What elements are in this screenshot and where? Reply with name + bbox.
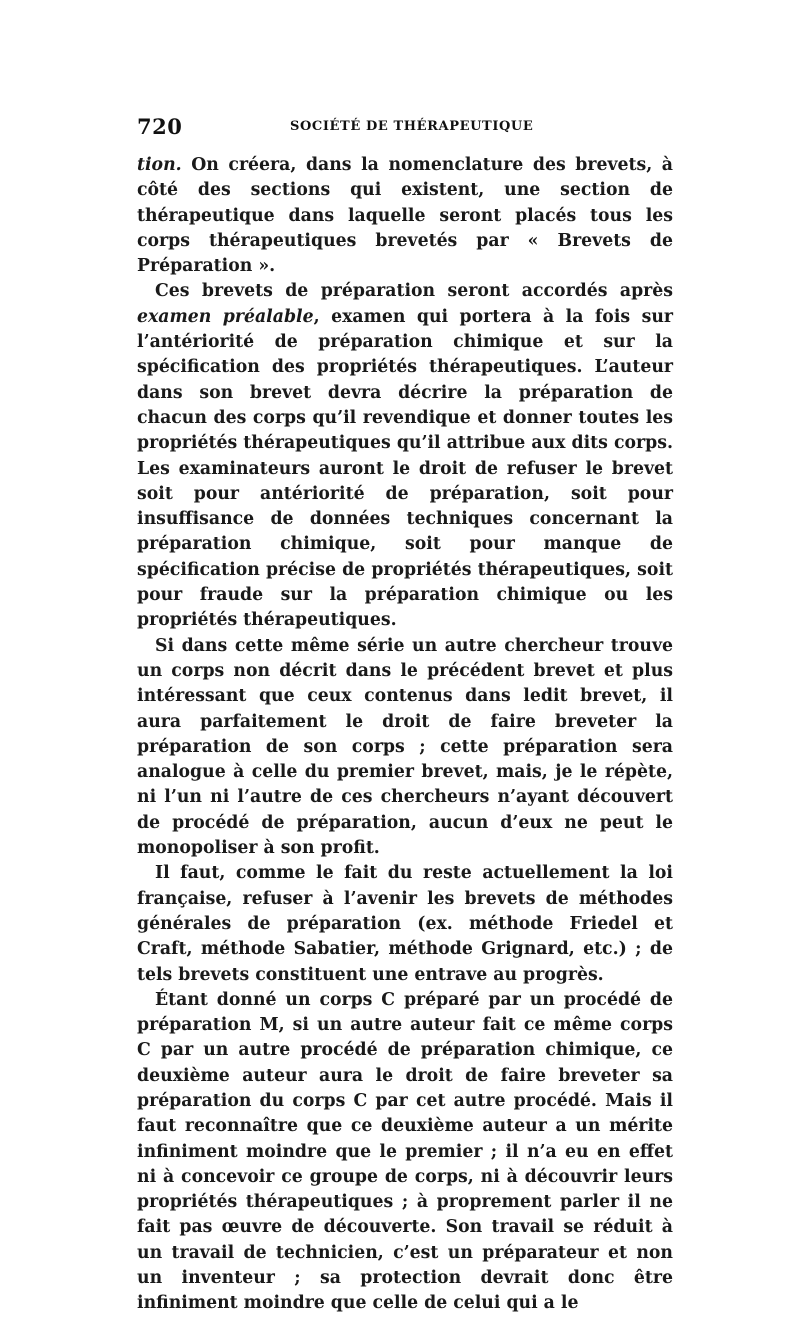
text-run: Si dans cette même série un autre chercheur trouve un corps non décrit dans le précédent brevet et plus intéressant que ceux contenus dans ledit brevet, il aura parfaitement le droit de faire breveter la préparation de son corps ; cette préparation sera analogue à celle du premier brevet, mais, je le répète, ni l’un ni l’autre de ces chercheurs n’ayant découvert de procédé de préparation, aucun d’eux ne peut le monopoliser à son profit. [137,635,673,859]
page-number: 720 [137,114,183,139]
paragraph [137,153,673,279]
page-header [137,114,673,142]
text-run: tion. [137,155,182,175]
text-run: Étant donné un corps C préparé par un procédé de préparation M, si un autre auteur fait ce même corps C par un autre procédé de préparation chimique, ce deuxième auteur aura le droit de faire breveter sa préparation du corps C par cet autre procédé. Mais il faut reconnaître que ce deuxième auteur a un mérite infiniment moindre que le premier ; il n’a eu en effet ni à concevoir ce groupe de corps, ni à découvrir leurs propriétés thérapeutiques ; à proprement parler il ne fait pas œuvre de découverte. Son travail se réduit à un travail de technicien, c’est un préparateur et non un inventeur ; sa protection devrait donc être infiniment moindre que celle de celui qui a le [137,989,673,1314]
body-text [137,153,673,1317]
text-run: On créera, dans la nomenclature des brevets, à côté des sections qui existent, une section de thérapeutique dans laquelle seront placés tous les corps thérapeutiques brevetés par « Brevets de Préparation ». [137,155,673,277]
running-head: SOCIÉTÉ DE THÉRAPEUTIQUE [290,119,534,134]
paragraph [137,861,673,987]
paragraph [137,279,673,633]
paragraph [137,634,673,862]
text-run: Ces brevets de préparation seront accordés après [155,281,673,302]
text-run: Il faut, comme le fait du reste actuellement la loi française, refuser à l’avenir les brevets de méthodes générales de préparation (ex. méthode Friedel et Craft, méthode Sabatier, méthode Grignard, etc.) ; de tels brevets constituent une entrave au progrès. [137,863,673,985]
text-run: , examen qui portera à la fois sur l’antériorité de préparation chimique et sur la spécification des propriétés thérapeutiques. L’auteur dans son brevet devra décrire la préparation de chacun des corps qu’il revendique et donner toutes les propriétés thérapeutiques qu’il attribue aux dits corps. Les examinateurs auront le droit de refuser le brevet soit pour antériorité de préparation, soit pour insuffisance de données techniques concernant la préparation chimique, soit pour manque de spécification précise de propriétés thérapeutiques, soit pour fraude sur la préparation chimique ou les propriétés thérapeutiques. [137,306,673,631]
text-run: examen préalable [137,306,314,327]
paragraph [137,988,673,1317]
